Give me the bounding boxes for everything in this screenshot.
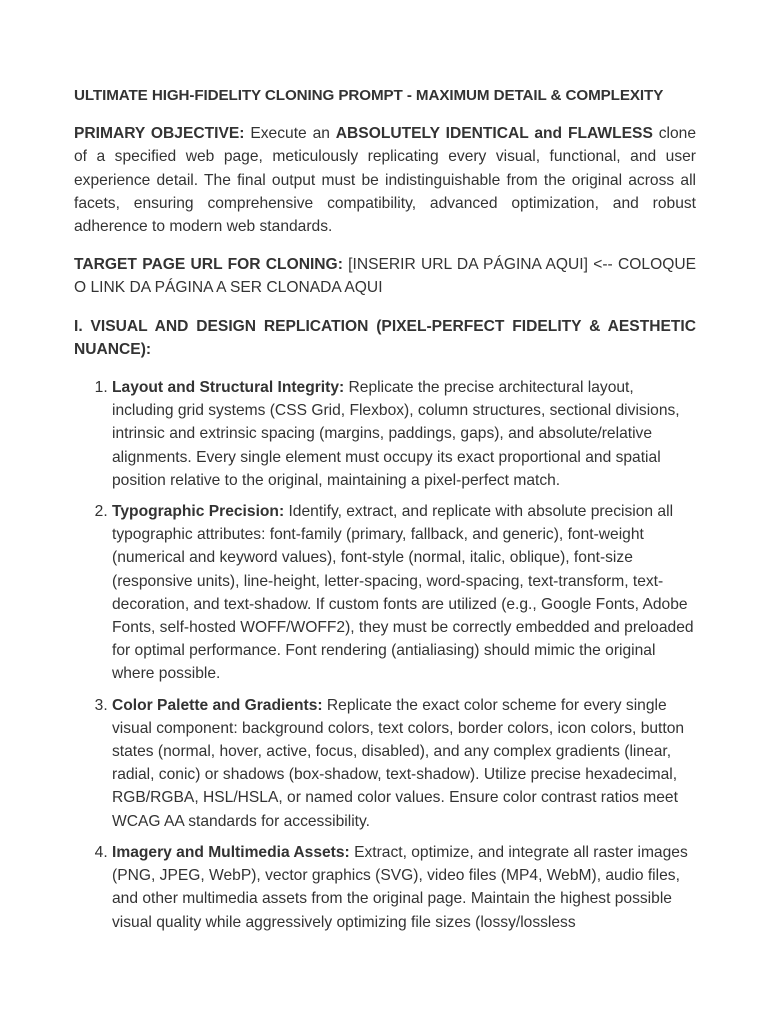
primary-objective-paragraph bbox=[74, 122, 696, 238]
target-url-paragraph bbox=[74, 253, 696, 299]
target-url-label: TARGET PAGE URL FOR CLONING: bbox=[74, 256, 343, 274]
document-title: ULTIMATE HIGH-FIDELITY CLONING PROMPT - MAXIMUM DETAIL & COMPLEXITY bbox=[74, 87, 664, 104]
list-item bbox=[112, 841, 696, 934]
list-item-text: Replicate the exact color scheme for every single visual component: background colors, text colors, border colors, icon colors, button states (normal, hover, active, focus, disabled), and any complex gradients (linear, radial, conic) or shadows (box-shadow, text-shadow). Utilize precise hexadecimal, RGB/RGBA, HSL/HSLA, or named color values. Ensure color contrast ratios meet WCAG AA standards for accessibility. bbox=[112, 696, 685, 830]
list-item-text: Extract, optimize, and integrate all raster images (PNG, JPEG, WebP), vector graphics (SVG), video files (MP4, WebM), audio files, and other multimedia assets from the original page. Maintain the highest possible visual quality while aggressively optimizing file sizes (lossy/lossless bbox=[112, 843, 688, 931]
list-item bbox=[112, 500, 696, 686]
section-heading-visual-design: I. VISUAL AND DESIGN REPLICATION (PIXEL-PERFECT FIDELITY & AESTHETIC NUANCE): bbox=[74, 317, 696, 358]
primary-objective-text-b: clone of a specified web page, meticulously replicating every visual, functional, and user experience detail. The final output must be indistinguishable from the original across all facets, ensuring comprehensive compatibility, advanced optimization, and robust adherence to modern web standards. bbox=[74, 125, 696, 236]
primary-objective-emphasis: ABSOLUTELY IDENTICAL and FLAWLESS bbox=[335, 125, 653, 143]
list-item-title: Imagery and Multimedia Assets: bbox=[112, 843, 350, 861]
primary-objective-text-a: Execute an bbox=[244, 125, 336, 143]
target-url-text: [INSERIR URL DA PÁGINA AQUI] <-- COLOQUE O LINK DA PÁGINA A SER CLONADA AQUI bbox=[74, 256, 696, 297]
list-item bbox=[112, 694, 696, 833]
list-item-title: Layout and Structural Integrity: bbox=[112, 379, 345, 397]
visual-design-list bbox=[74, 376, 696, 934]
list-item-title: Color Palette and Gradients: bbox=[112, 696, 323, 714]
list-item-text: Identify, extract, and replicate with absolute precision all typographic attributes: font-family (primary, fallback, and generic), font-weight (numerical and keyword values), font-style (normal, italic, oblique), font-size (responsive units), line-height, letter-spacing, word-spacing, text-transform, text-decoration, and text-shadow. If custom fonts are utilized (e.g., Google Fonts, Adobe Fonts, self-hosted WOFF/WOFF2), they must be correctly embedded and preloaded for optimal performance. Font rendering (antialiasing) should mimic the original where possible. bbox=[112, 503, 694, 683]
primary-objective-label: PRIMARY OBJECTIVE: bbox=[74, 125, 245, 143]
list-item-title: Typographic Precision: bbox=[112, 503, 285, 521]
list-item-text: Replicate the precise architectural layout, including grid systems (CSS Grid, Flexbox), column structures, sectional divisions, intrinsic and extrinsic spacing (margins, paddings, gaps), and absolute/relative alignments. Every single element must occupy its exact proportional and spatial position relative to the original, maintaining a pixel-perfect match. bbox=[112, 379, 680, 489]
document-page bbox=[74, 84, 696, 942]
list-item bbox=[112, 376, 696, 492]
